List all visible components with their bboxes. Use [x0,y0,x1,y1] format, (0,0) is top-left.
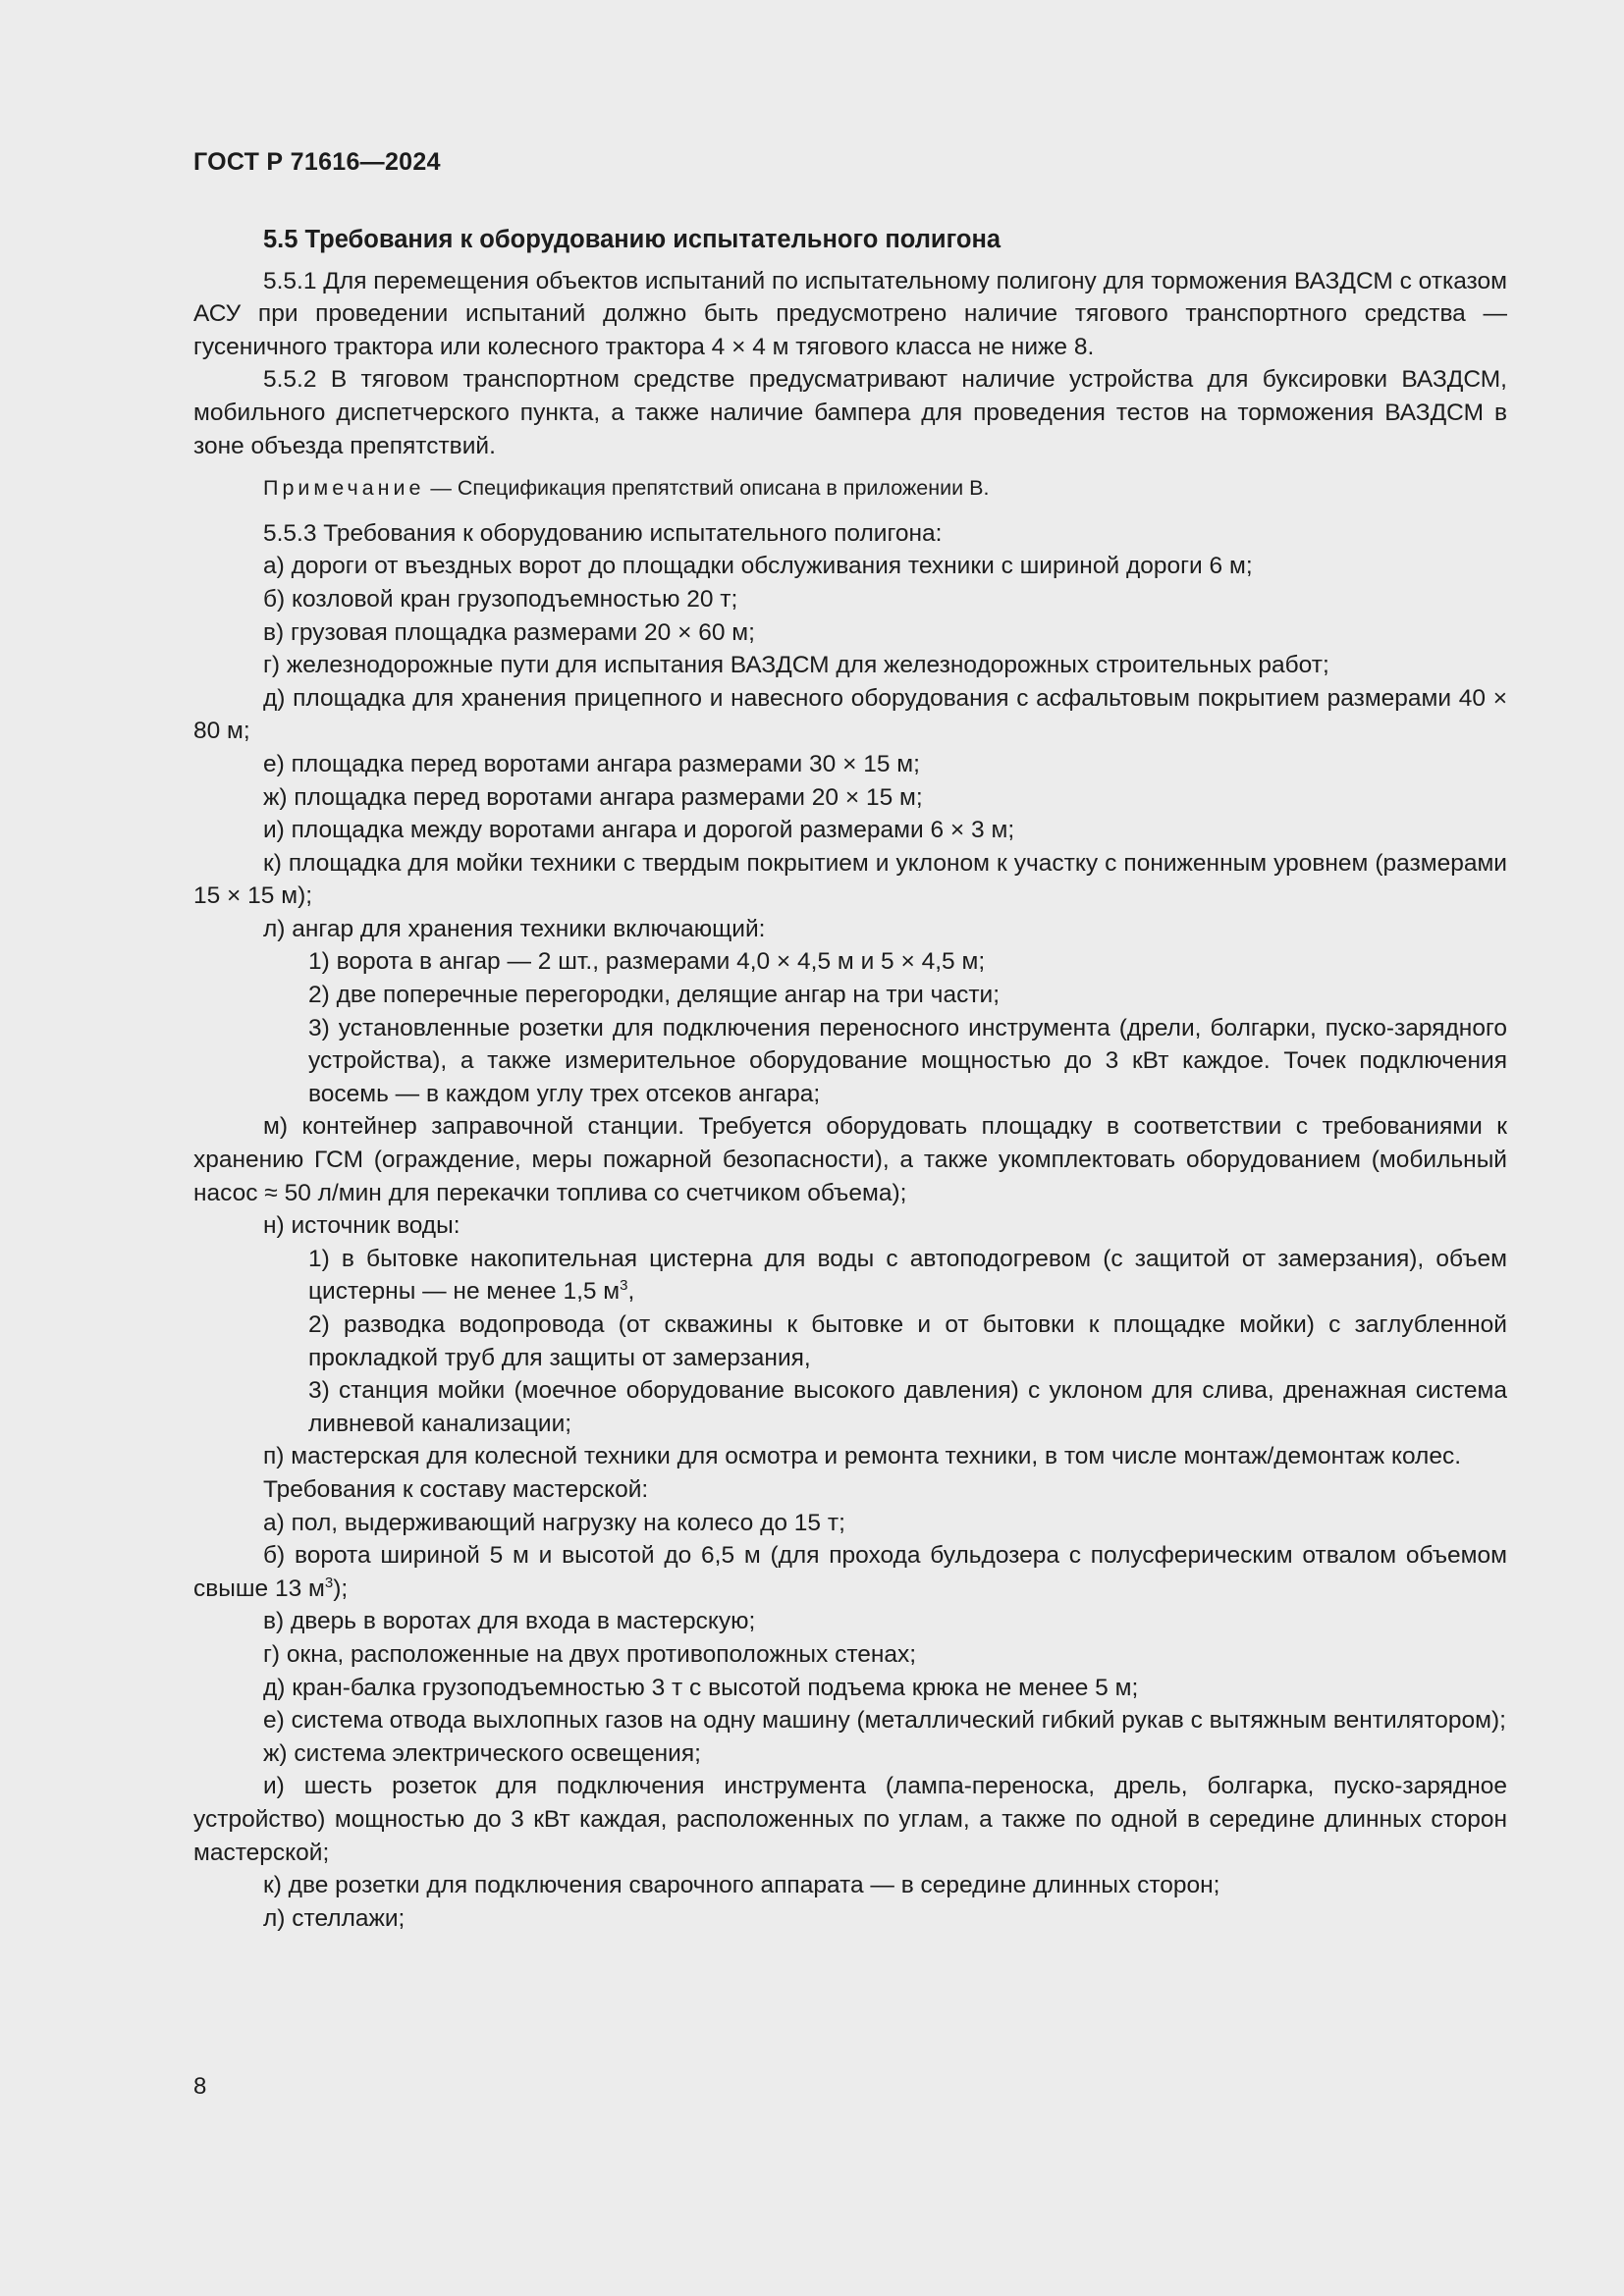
sub-list-item-text: 1) в бытовке накопительная цистерна для воды с автоподогревом (с защитой от замерзания), объем цистерны — не менее 1,5 м [308,1245,1507,1306]
page-number: 8 [193,2073,207,2100]
workshop-item: г) окна, расположенные на двух противоположных стенах; [263,1640,917,1668]
list-item: а) дороги от въездных ворот до площадки обслуживания техники с шириной дороги 6 м; [263,553,1253,580]
list-item: е) площадка перед воротами ангара размерами 30 × 15 м; [263,750,920,777]
workshop-item: ж) система электрического освещения; [263,1739,701,1767]
workshop-item: е) система отвода выхлопных газов на одну машину (металлический гибкий рукав с вытяжным вентилятором); [263,1707,1506,1735]
sub-list-item: 1) ворота в ангар — 2 шт., размерами 4,0 × 4,5 м и 5 × 4,5 м; [308,948,986,976]
document-body [193,224,1507,1935]
list-item: и) площадка между воротами ангара и дорогой размерами 6 × 3 м; [263,817,1015,844]
document-header: ГОСТ Р 71616—2024 [193,148,441,176]
note [193,472,1507,506]
list-item: н) источник воды: [263,1212,460,1240]
workshop-item: д) кран-балка грузоподъемностью 3 т с высотой подъема крюка не менее 5 м; [263,1674,1139,1701]
list-item: г) железнодорожные пути для испытания ВАЗДСМ для железнодорожных строительных работ; [263,652,1329,679]
superscript: 3 [324,1574,334,1591]
paragraph-5-5-2: 5.5.2 В тяговом транспортном средстве предусматривают наличие устройства для буксировки ВАЗДСМ, мобильного диспетчерского пункта, а также наличие бампера для проведения тестов на торможения ВАЗДСМ в зоне объезда препятствий. [193,366,1507,459]
workshop-item: в) дверь в воротах для входа в мастерскую; [263,1608,756,1635]
note-text: — Спецификация препятствий описана в приложении В. [424,476,990,501]
workshop-item: л) стеллажи; [263,1904,406,1932]
workshop-item-text: б) ворота шириной 5 м и высотой до 6,5 м (для прохода бульдозера с полусферическим отвалом объемом свыше 13 м [193,1542,1507,1602]
list-item: б) козловой кран грузоподъемностью 20 т; [263,585,738,613]
sub-list-item: 2) разводка водопровода (от скважины к бытовке и от бытовки к площадке мойки) с заглубленной прокладкой труб для защиты от замерзания, [308,1311,1507,1371]
list-item: м) контейнер заправочной станции. Требуется оборудовать площадку в соответствии с требованиями к хранению ГСМ (ограждение, меры пожарной безопасности), а также укомплектовать оборудованием (мобильный насос ≈ 50 л/мин для перекачки топлива со счетчиком объема); [193,1113,1507,1206]
sub-list-item [193,1243,1507,1308]
section-title: 5.5 Требования к оборудованию испытательного полигона [263,226,1001,253]
list-item: ж) площадка перед воротами ангара размерами 20 × 15 м; [263,783,923,811]
paragraph-5-5-3: 5.5.3 Требования к оборудованию испытательного полигона: [263,519,943,547]
paragraph-5-5-1: 5.5.1 Для перемещения объектов испытаний по испытательному полигону для торможения ВАЗДСМ с отказом АСУ при проведении испытаний должно быть предусмотрено наличие тягового транспортного средства — гусеничного трактора или колесного трактора 4 × 4 м тягового класса не ниже 8. [193,267,1507,360]
workshop-item-end: ); [333,1575,349,1602]
list-item: в) грузовая площадка размерами 20 × 60 м; [263,618,755,646]
workshop-item: и) шесть розеток для подключения инструмента (лампа-переноска, дрель, болгарка, пуско-зарядное устройство) мощностью до 3 кВт каждая, расположенных по углам, а также по одной в середине длинных сторон мастерской; [193,1773,1507,1866]
workshop-item [193,1539,1507,1605]
list-item: л) ангар для хранения техники включающий: [263,915,766,942]
workshop-title: Требования к составу мастерской: [263,1475,649,1503]
sub-list-item: 2) две поперечные перегородки, делящие ангар на три части; [308,982,1001,1009]
workshop-item: а) пол, выдерживающий нагрузку на колесо до 15 т; [263,1509,845,1536]
sub-list-item-end: , [627,1278,635,1306]
note-label: Примечание [263,476,425,501]
sub-list-item: 3) станция мойки (моечное оборудование высокого давления) с уклоном для слива, дренажная система ливневой канализации; [308,1377,1507,1437]
workshop-item: к) две розетки для подключения сварочного аппарата — в середине длинных сторон; [263,1872,1220,1899]
superscript: 3 [620,1277,628,1295]
list-item: к) площадка для мойки техники с твердым покрытием и уклоном к участку с пониженным уровнем (размерами 15 × 15 м); [193,849,1507,910]
sub-list-item: 3) установленные розетки для подключения переносного инструмента (дрели, болгарки, пуско-зарядного устройства), а также измерительное оборудование мощностью до 3 кВт каждое. Точек подключения восемь — в каждом углу трех отсеков ангара; [308,1014,1507,1107]
list-item: д) площадка для хранения прицепного и навесного оборудования с асфальтовым покрытием размерами 40 × 80 м; [193,684,1507,745]
list-item: п) мастерская для колесной техники для осмотра и ремонта техники, в том числе монтаж/демонтаж колес. [263,1443,1462,1470]
